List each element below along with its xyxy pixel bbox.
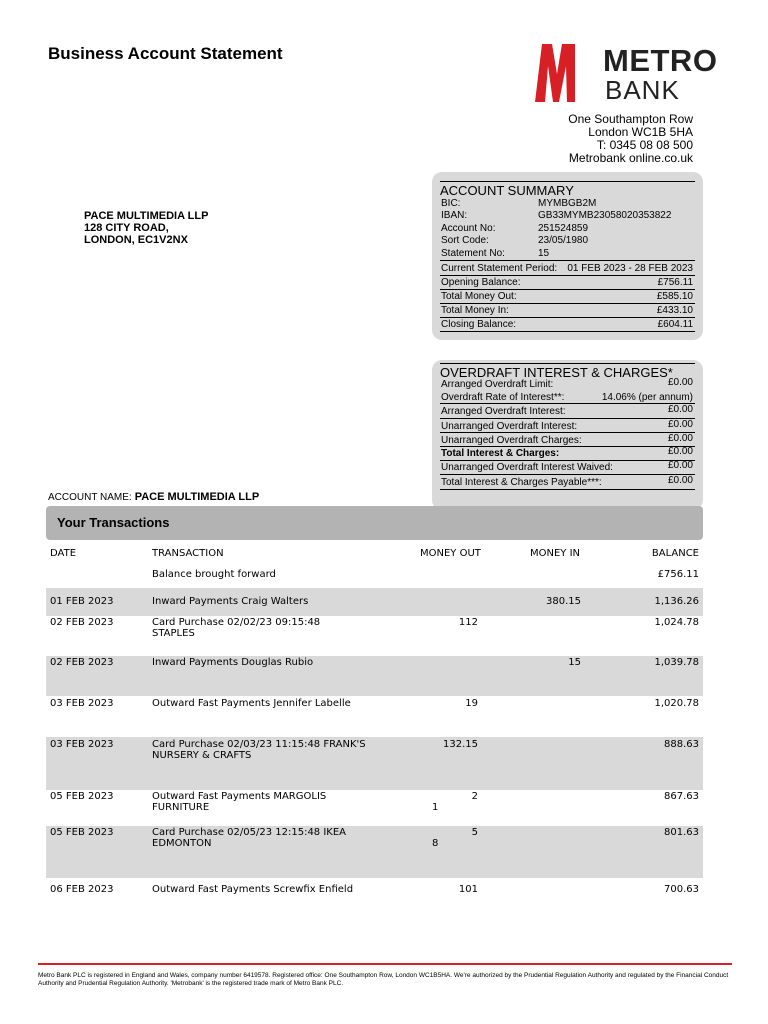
table-row: 05 FEB 2023 Card Purchase 02/05/23 12:15:48 IKEA EDMONTON 5 8 801.63: [46, 826, 703, 878]
summary-statement-no-row: Statement No: 15: [441, 248, 550, 259]
table-row: 05 FEB 2023 Outward Fast Payments MARGOLIS FURNITURE 2 1 867.63: [50, 791, 699, 813]
col-money-out: MONEY OUT: [420, 548, 481, 559]
statement-title: Business Account Statement: [48, 44, 283, 63]
transactions-header: [46, 506, 703, 540]
customer-city: LONDON, EC1V2NX: [84, 234, 188, 246]
summary-iban-row: IBAN: GB33MYMB23058020353822: [441, 210, 672, 221]
table-row: 03 FEB 2023 Outward Fast Payments Jennifer Labelle 19 1,020.78: [50, 698, 699, 709]
account-name: [48, 491, 259, 503]
footer-legal-text: Metro Bank PLC is registered in England and Wales, company number 6419578. Registered office: One Southampton Row, London WC1B5HA. We're authorized by the Prudential Regulation Authority and regulated by the Financial Conduct Authority and Prudential Regulation Authority. 'Metrobank' is the registered trade mark of Metro Bank PLC.: [38, 972, 729, 987]
logo-bank-text: BANK: [605, 75, 680, 105]
divider: [440, 489, 695, 490]
logo-metro-text: METRO: [603, 43, 718, 78]
overdraft-row: Total Interest & Charges Payable***: £0.00: [441, 475, 693, 488]
divider: [440, 418, 695, 419]
summary-account-no-row: Account No: 251524859: [441, 223, 589, 234]
table-row: 02 FEB 2023 Card Purchase 02/02/23 09:15:48 STAPLES 112 1,024.78: [50, 617, 699, 639]
bank-address-line: One Southampton Row: [568, 112, 693, 126]
overdraft-row: Arranged Overdraft Interest: £0.00: [441, 404, 693, 417]
customer-street: 128 CITY ROAD,: [84, 222, 169, 234]
metro-bank-logo: [535, 43, 718, 105]
footer-divider: [38, 963, 732, 965]
customer-name: PACE MULTIMEDIA LLP: [84, 210, 209, 222]
account-name-value: PACE MULTIMEDIA LLP: [134, 491, 260, 503]
divider: [440, 260, 695, 261]
customer-address: [84, 210, 208, 246]
col-money-in: MONEY IN: [530, 548, 581, 559]
overdraft-total-row: Total Interest & Charges: £0.00: [441, 446, 693, 459]
bank-address: [568, 113, 693, 165]
summary-closing-balance-row: Closing Balance: £604.11: [441, 319, 693, 330]
transactions-title: Your Transactions: [57, 515, 170, 530]
divider: [440, 432, 695, 433]
account-name-label: ACCOUNT NAME:: [48, 492, 132, 503]
summary-period-row: Current Statement Period: 01 FEB 2023 - 28 FEB 2023: [441, 263, 693, 274]
overdraft-row: Unarranged Overdraft Charges: £0.00: [441, 433, 693, 446]
divider: [440, 474, 695, 475]
account-summary-panel: [432, 172, 703, 340]
table-row: 06 FEB 2023 Outward Fast Payments Screwfix Enfield 101 700.63: [50, 884, 699, 895]
overdraft-row: Overdraft Rate of Interest**: 14.06% (per annum): [441, 392, 693, 403]
col-balance: BALANCE: [651, 548, 699, 559]
summary-sort-code-row: Sort Code: 23/05/1980: [441, 235, 589, 246]
overdraft-row: Unarranged Overdraft Interest: £0.00: [441, 419, 693, 432]
overdraft-title: OVERDRAFT INTEREST & CHARGES*: [440, 363, 695, 380]
table-row: 01 FEB 2023 Inward Payments Craig Walters 380.15 1,136.26: [46, 588, 703, 616]
summary-money-in-row: Total Money In: £433.10: [441, 305, 693, 316]
divider: [440, 403, 695, 404]
table-row: 03 FEB 2023 Card Purchase 02/03/23 11:15:48 FRANK'S NURSERY & CRAFTS 132.15 888.63: [46, 737, 703, 790]
summary-bic-row: BIC: MYMBGB2M: [441, 198, 597, 209]
divider: [440, 331, 695, 332]
overdraft-row: Arranged Overdraft Limit: £0.00: [441, 377, 693, 390]
account-summary-title: ACCOUNT SUMMARY: [440, 181, 695, 198]
summary-money-out-row: Total Money Out: £585.10: [441, 291, 693, 302]
bank-address-line: London WC1B 5HA: [588, 125, 693, 139]
table-row: 02 FEB 2023 Inward Payments Douglas Rubio 15 1,039.78: [46, 656, 703, 696]
bank-website: Metrobank online.co.uk: [568, 151, 693, 165]
overdraft-row: Unarranged Overdraft Interest Waived: £0.00: [441, 460, 693, 473]
col-date: DATE: [50, 548, 77, 559]
metro-m-icon: [535, 44, 575, 102]
col-transaction: TRANSACTION: [152, 548, 224, 559]
summary-opening-balance-row: Opening Balance: £756.11: [441, 277, 693, 288]
brought-forward-row: Balance brought forward £756.11: [152, 569, 699, 580]
bank-phone: T: 0345 08 08 500: [596, 138, 693, 152]
transactions-column-headers: [46, 548, 703, 562]
overdraft-panel: [432, 360, 703, 510]
